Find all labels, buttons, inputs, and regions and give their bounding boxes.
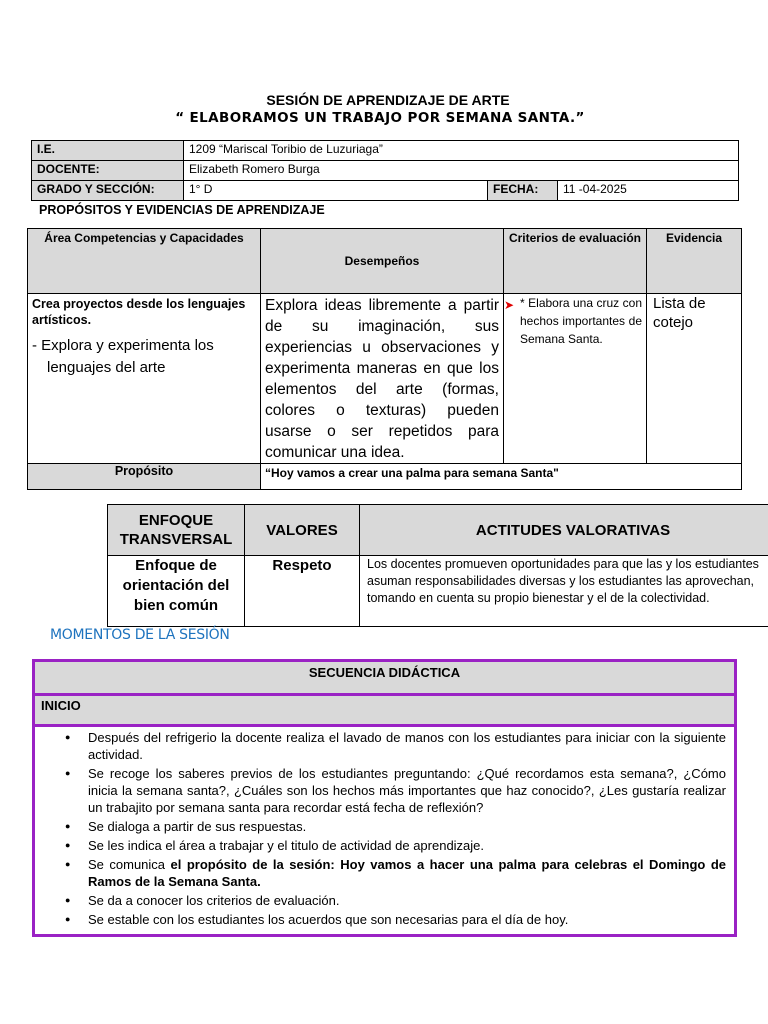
propositos-heading: PROPÓSITOS Y EVIDENCIAS DE APRENDIZAJE bbox=[39, 203, 325, 217]
proposito-label: Propósito bbox=[28, 464, 261, 490]
actitud-value: Los docentes promueven oportunidades para que las y los estudiantes asuman responsabilidades diversas y los estudiantes las aprovechan, tomando en cuenta su propio bienestar y el de la colectividad. bbox=[360, 556, 768, 627]
valores-header: VALORES bbox=[245, 505, 360, 556]
session-subtitle: “ ELABORAMOS UN TRABAJO POR SEMANA SANTA.” bbox=[175, 110, 585, 126]
list-item: ● Después del refrigerio la docente realiza el lavado de manos con los estudiantes para iniciar con la siguiente actividad. bbox=[88, 729, 726, 763]
ie-value: 1209 “Mariscal Toribio de Luzuriaga” bbox=[184, 141, 739, 161]
docente-label: DOCENTE: bbox=[32, 161, 184, 181]
momentos-heading: MOMENTOS DE LA SESIÓN bbox=[50, 627, 230, 643]
enfoque-table bbox=[107, 504, 768, 627]
proposito-text: “Hoy vamos a crear una palma para semana Santa" bbox=[261, 464, 742, 490]
proposito-prefix: Se comunica bbox=[88, 857, 171, 872]
fecha-label: FECHA: bbox=[488, 181, 558, 201]
inicio-list bbox=[35, 727, 734, 934]
secuencia-box bbox=[32, 659, 737, 937]
session-title: SESIÓN DE APRENDIZAJE DE ARTE bbox=[266, 92, 510, 108]
inicio-label: INICIO bbox=[35, 696, 734, 727]
area-competencia: Crea proyectos desde los lenguajes artísticos. bbox=[32, 297, 246, 327]
area-cell bbox=[28, 294, 261, 464]
evidencia-header: Evidencia bbox=[647, 229, 742, 294]
docente-value: Elizabeth Romero Burga bbox=[184, 161, 739, 181]
enfoque-header: ENFOQUE TRANSVERSAL bbox=[108, 505, 245, 556]
list-item: ● Se da a conocer los criterios de evaluación. bbox=[88, 892, 726, 909]
grado-label: GRADO Y SECCIÓN: bbox=[32, 181, 184, 201]
fecha-value: 11 -04-2025 bbox=[558, 181, 739, 201]
desempenos-header: Desempeños bbox=[261, 229, 504, 294]
ie-label: I.E. bbox=[32, 141, 184, 161]
proposito-bold: el propósito de la sesión: Hoy vamos a hacer una palma para celebras el Domingo de Ramos de la Semana Santa. bbox=[88, 857, 727, 889]
session-title-block bbox=[0, 92, 768, 127]
grado-value: 1° D bbox=[184, 181, 488, 201]
arrow-bullet-icon: ➤ bbox=[504, 298, 515, 312]
desempeno-cell: Explora ideas libremente a partir de su imaginación, sus experiencias u observaciones y experimenta maneras en que los elementos del arte (formas, colores o texturas) pueden usarse o ser repetidos para comunicar una idea. bbox=[261, 294, 504, 464]
info-table bbox=[31, 140, 739, 201]
list-item: ● Se les indica el área a trabajar y el titulo de actividad de aprendizaje. bbox=[88, 837, 726, 854]
valor-value: Respeto bbox=[245, 556, 360, 627]
criterio-text: * Elabora una cruz con hechos importantes de Semana Santa. bbox=[520, 296, 642, 346]
enfoque-value: Enfoque de orientación del bien común bbox=[108, 556, 245, 627]
area-capacidad: - Explora y experimenta los lenguajes del arte bbox=[32, 337, 214, 376]
criterio-cell bbox=[504, 294, 647, 464]
list-item: ● Se dialoga a partir de sus respuestas. bbox=[88, 818, 726, 835]
secuencia-title: SECUENCIA DIDÁCTICA bbox=[35, 662, 734, 696]
competencias-table bbox=[27, 228, 742, 490]
actitudes-header: ACTITUDES VALORATIVAS bbox=[360, 505, 768, 556]
list-item bbox=[88, 856, 726, 890]
list-item: ● Se estable con los estudiantes los acuerdos que son necesarias para el día de hoy. bbox=[88, 911, 726, 928]
evidencia-cell: Lista de cotejo bbox=[647, 294, 742, 464]
area-header: Área Competencias y Capacidades bbox=[28, 229, 261, 294]
list-item: ● Se recoge los saberes previos de los estudiantes preguntando: ¿Qué recordamos esta semana?, ¿Cómo inicia la semana santa?, ¿Cuáles son los hechos más importantes que haz conocido?, ¿Les gustaría realizar un trabajito por semana santa para recordar está fecha de reflexión? bbox=[88, 765, 726, 816]
criterios-header: Criterios de evaluación bbox=[504, 229, 647, 294]
